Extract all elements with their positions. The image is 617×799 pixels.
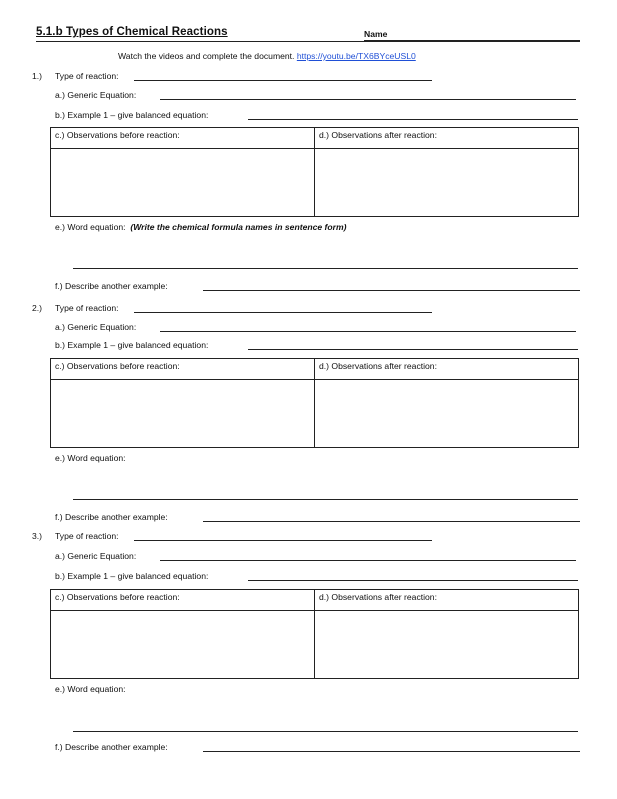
- section-1-type-field[interactable]: [134, 80, 432, 81]
- section-3-word-field[interactable]: [73, 731, 578, 732]
- section-2-word-field[interactable]: [73, 499, 578, 500]
- section-1-another-field[interactable]: [203, 290, 580, 291]
- section-2-generic-label: a.) Generic Equation:: [55, 322, 137, 332]
- section-1-number: 1.): [32, 71, 43, 81]
- section-1-type-label: Type of reaction:: [55, 71, 119, 81]
- section-3-obs-after: d.) Observations after reaction:: [319, 592, 437, 602]
- section-1-generic-label: a.) Generic Equation:: [55, 90, 137, 100]
- instructions-text: Watch the videos and complete the document.: [118, 51, 295, 61]
- section-1-example-field[interactable]: [248, 119, 578, 120]
- section-1-obs-after: d.) Observations after reaction:: [319, 130, 437, 140]
- section-1-word-field[interactable]: [73, 268, 578, 269]
- section-1-example-label: b.) Example 1 – give balanced equation:: [55, 110, 209, 120]
- section-1-another-label: f.) Describe another example:: [55, 281, 168, 291]
- section-3-observations-table: [50, 589, 579, 679]
- title-rule: [36, 41, 580, 42]
- section-1-obs-before: c.) Observations before reaction:: [55, 130, 180, 140]
- section-3-example-label: b.) Example 1 – give balanced equation:: [55, 571, 209, 581]
- section-2-example-label: b.) Example 1 – give balanced equation:: [55, 340, 209, 350]
- section-3-another-field[interactable]: [203, 751, 580, 752]
- section-1-observations-table: [50, 127, 579, 217]
- section-3-example-field[interactable]: [248, 580, 578, 581]
- section-2-example-field[interactable]: [248, 349, 578, 350]
- section-1-word-note: (Write the chemical formula names in sentence form): [130, 222, 347, 232]
- section-1-word-label: e.) Word equation:: [55, 222, 126, 232]
- section-2-type-field[interactable]: [134, 312, 432, 313]
- section-2-word-label: e.) Word equation:: [55, 453, 126, 463]
- section-2-observations-table: [50, 358, 579, 448]
- section-1-generic-field[interactable]: [160, 99, 576, 100]
- section-2-type-label: Type of reaction:: [55, 303, 119, 313]
- section-3-word-label: e.) Word equation:: [55, 684, 126, 694]
- video-link[interactable]: https://youtu.be/TX6BYceUSL0: [296, 51, 416, 61]
- section-2-obs-before: c.) Observations before reaction:: [55, 361, 180, 371]
- section-2-another-field[interactable]: [203, 521, 580, 522]
- section-2-generic-field[interactable]: [160, 331, 576, 332]
- section-3-type-field[interactable]: [134, 540, 432, 541]
- section-2-obs-after: d.) Observations after reaction:: [319, 361, 437, 371]
- section-3-generic-field[interactable]: [160, 560, 576, 561]
- section-3-number: 3.): [32, 531, 43, 541]
- section-2-number: 2.): [32, 303, 43, 313]
- instructions-line: [118, 51, 416, 61]
- section-3-type-label: Type of reaction:: [55, 531, 119, 541]
- section-2-another-label: f.) Describe another example:: [55, 512, 168, 522]
- section-3-another-label: f.) Describe another example:: [55, 742, 168, 752]
- page-title: 5.1.b Types of Chemical Reactions: [36, 26, 228, 38]
- section-3-obs-before: c.) Observations before reaction:: [55, 592, 180, 602]
- section-1-word-line: [55, 222, 347, 232]
- section-3-generic-label: a.) Generic Equation:: [55, 551, 137, 561]
- name-label: Name: [364, 29, 388, 39]
